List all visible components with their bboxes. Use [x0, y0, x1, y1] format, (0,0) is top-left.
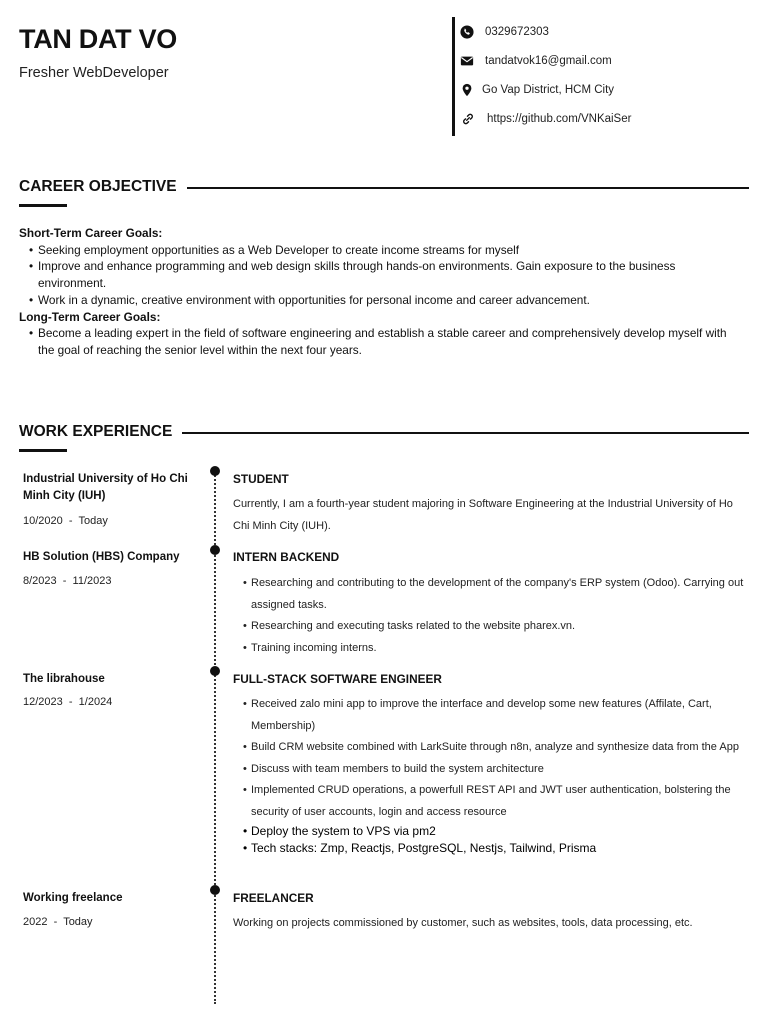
entry-dates: 2022 - Today: [23, 916, 93, 928]
short-term-label: Short-Term Career Goals:: [19, 226, 163, 240]
work-experience-header: [19, 423, 749, 443]
envelope-icon: [460, 54, 474, 68]
entry-dates: 10/2020 - Today: [23, 515, 108, 527]
contact-github[interactable]: [460, 112, 631, 126]
candidate-name: TAN DAT VO: [19, 24, 177, 54]
contact-address-text: Go Vap District, HCM City: [482, 84, 615, 96]
timeline-dot: [210, 545, 220, 555]
entry-position: STUDENT: [233, 472, 289, 486]
section-rule: [182, 432, 749, 434]
contact-phone: [460, 25, 549, 39]
section-rule: [187, 187, 749, 189]
list-item: • Build CRM website combined with LarkSuite through n8n, analyze and synthesize data from the App: [243, 737, 748, 759]
entry-organization: Working freelance: [23, 892, 123, 904]
list-item: • Implemented CRUD operations, a powerfull REST API and JWT user authentication, bolstering the security of user accounts, login and access resource: [243, 780, 748, 823]
list-item: • Tech stacks: Zmp, Reactjs, PostgreSQL, Nestjs, Tailwind, Prisma: [243, 840, 748, 857]
entry-dates: 12/2023 - 1/2024: [23, 696, 113, 708]
entry-position: INTERN BACKEND: [233, 550, 340, 564]
career-objective-body: [19, 225, 734, 358]
link-icon: [460, 112, 476, 126]
entry-organization: Industrial University of Ho Chi Minh City (IUH): [23, 473, 188, 502]
contact-address: [460, 83, 614, 97]
list-item: • Discuss with team members to build the system architecture: [243, 759, 748, 781]
short-term-list: [29, 242, 734, 309]
entry-description: Working on projects commissioned by customer, such as websites, tools, data processing, etc.: [233, 917, 693, 929]
entry-organization: HB Solution (HBS) Company: [23, 551, 180, 563]
list-item: • Researching and executing tasks related to the website pharex.vn.: [243, 616, 748, 638]
candidate-role: Fresher WebDeveloper: [19, 65, 169, 81]
career-objective-header: [19, 178, 749, 198]
list-item: • Researching and contributing to the development of the company's ERP system (Odoo). Carrying out assigned tasks.: [243, 573, 748, 616]
entry-bullets: [243, 573, 748, 659]
contact-email-text[interactable]: tandatvok16@gmail.com: [485, 55, 612, 67]
contact-divider: [452, 17, 455, 136]
list-item: • Work in a dynamic, creative environment with opportunities for personal income and career advancement.: [29, 293, 590, 307]
long-term-list: [29, 325, 734, 358]
list-item: • Received zalo mini app to improve the interface and develop some new features (Affilate, Cart, Membership): [243, 694, 748, 737]
entry-dates: 8/2023 - 11/2023: [23, 575, 112, 587]
long-term-label: Long-Term Career Goals:: [19, 309, 161, 324]
list-item: • Become a leading expert in the field of software engineering and establish a stable career and comprehensively develop myself with the goal of reaching the senior level within the next four years.: [29, 326, 727, 357]
contact-github-link[interactable]: https://github.com/VNKaiSer: [487, 113, 632, 125]
section-title: CAREER OBJECTIVE: [19, 178, 177, 198]
timeline-dot: [210, 666, 220, 676]
contact-phone-text: 0329672303: [485, 26, 549, 38]
entry-organization: The librahouse: [23, 673, 105, 685]
list-item: • Deploy the system to VPS via pm2: [243, 823, 748, 840]
contact-email[interactable]: [460, 54, 612, 68]
timeline-dot: [210, 466, 220, 476]
list-item: • Seeking employment opportunities as a Web Developer to create income streams for myself: [29, 242, 520, 257]
entry-position: FREELANCER: [233, 891, 314, 905]
list-item: • Improve and enhance programming and web design skills through hands-on environments. Gain exposure to the business environment.: [29, 259, 676, 290]
entry-position: FULL-STACK SOFTWARE ENGINEER: [233, 672, 442, 686]
entry-bullets: [243, 694, 748, 857]
list-item: • Training incoming interns.: [243, 638, 748, 660]
section-title: WORK EXPERIENCE: [19, 423, 172, 443]
entry-description: Currently, I am a fourth-year student majoring in Software Engineering at the Industrial University of Ho Chi Minh City (IUH).: [233, 498, 733, 532]
phone-icon: [460, 25, 474, 39]
timeline-dot: [210, 885, 220, 895]
map-pin-icon: [460, 83, 474, 97]
